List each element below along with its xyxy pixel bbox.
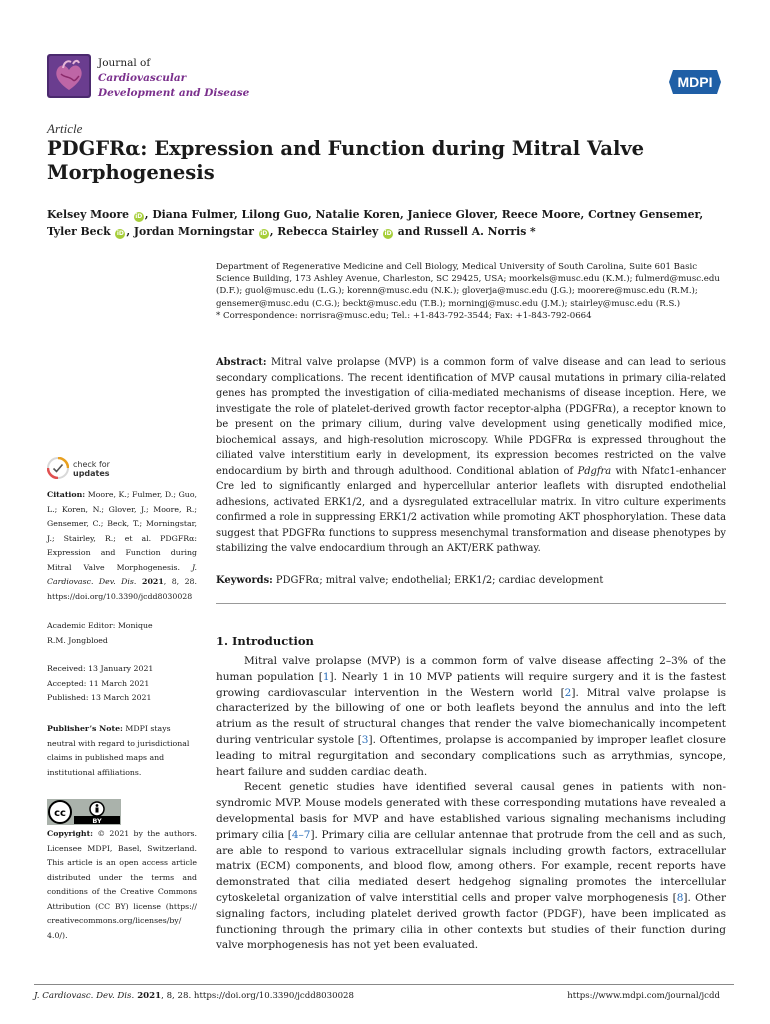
orcid-icon[interactable]: iD [116, 230, 124, 237]
intro-text: Recent genetic studies have identified several causal genes in patients with non-syndromic MVP. Mouse models generated with these corresponding mutations have revealed a developmental basis for MVP and have established various signaling mechanisms including primary cilia [ [216, 781, 726, 841]
section-heading-introduction: 1. Introduction [216, 634, 314, 648]
author-separator: , [580, 208, 589, 221]
citation-journal: J. Cardiovasc. Dev. Dis. [47, 562, 197, 586]
journal-header [47, 52, 723, 108]
journal-name-line2: Cardiovascular [98, 72, 187, 84]
article-type: Article [47, 121, 83, 136]
section-divider [216, 603, 726, 604]
author-name: Natalie Koren [315, 208, 400, 221]
copyright-block [47, 827, 197, 943]
mdpi-logo-icon [667, 68, 723, 96]
publishers-note [47, 722, 197, 780]
abstract-label: Abstract: [216, 357, 267, 368]
intro-paragraph-1 [216, 654, 726, 780]
citation-year: 2021 [136, 577, 164, 586]
keywords-text: PDGFRα; mitral valve; endothelial; ERK1/2; cardiac development [272, 575, 604, 586]
footer-journal: J. Cardiovasc. Dev. Dis. [34, 991, 135, 1001]
editor-name: R.M. Jongbloed [47, 635, 108, 645]
editor-label: Academic Editor: Monique [47, 621, 153, 630]
author-separator: , [699, 208, 704, 221]
reference-link[interactable]: 1 [322, 670, 330, 683]
intro-text: ]. Mitral valve prolapse is characterized by the billowing of one or both leaflets beyond the annulus and into the left atrium as the result of structural changes that render the valve biomechanically incompetent during ventricular systole [ [216, 686, 726, 746]
journal-name [98, 56, 249, 101]
citation-doi[interactable]: https://doi.org/10.3390/jcdd8030028 [47, 591, 193, 601]
affiliation-block [216, 261, 726, 322]
cc-label: cc [54, 808, 66, 819]
orcid-icon[interactable]: iD [260, 230, 268, 237]
check-for-updates-badge[interactable] [47, 457, 147, 483]
author-separator: , [307, 208, 316, 221]
affiliation-text: Department of Regenerative Medicine and Cell Biology, Medical University of South Carolina, Suite 601 Basic Science Building, 173 Ashley Avenue, Charleston, SC 29425, USA; moorkels@musc.edu (K.M.); fulmerd@musc.edu (D.F.); guol@musc.edu (L.G.); korenn@musc.edu (N.K.); gloverja@musc.edu (J.G.); moorere@musc.edu (R.M.); gensemer@musc.edu (C.G.); beckt@musc.edu (T.B.); morningj@musc.edu (J.M.); stairley@musc.edu (R.S.) [216, 262, 720, 309]
reference-link[interactable]: 4–7 [291, 828, 311, 841]
intro-text: ]. Nearly 1 in 10 MVP patients will require surgery and it is the fastest growing cardiovascular intervention in the Western world [ [216, 670, 726, 699]
intro-text: ]. Oftentimes, prolapse is accompanied by improper leaflet closure leading to mitral regurgitation and secondary complications such as arrythmias, syncope, heart failure and sudden cardiac death. [216, 733, 727, 778]
publishers-note-text: MDPI stays neutral with regard to jurisdictional claims in published maps and institutional affiliations. [47, 724, 190, 777]
citation-text: Moore, K.; Fulmer, D.; Guo, L.; Koren, N.; Glover, J.; Moore, R.; Gensemer, C.; Beck, T.; Morningstar, J.; Stairley, R.; et al. PDGFRα: Expression and Function during Mitral Valve Morphogenesis. [47, 490, 197, 572]
intro-text: Mitral valve prolapse (MVP) is a common form of valve disease affecting 2–3% of the human population [ [216, 655, 726, 683]
accepted-date: Accepted: 11 March 2021 [47, 678, 150, 688]
intro-text: ]. Other signaling factors, including platelet derived growth factor (PDGF), have been implicated as functioning through the primary cilia in other contexts but studies of their function during valve morphogenesis has not yet been evaluated. [216, 891, 726, 952]
footer-divider [34, 984, 734, 985]
citation-label: Citation: [47, 490, 86, 499]
author-name: Reece Moore [501, 208, 581, 221]
author-separator: , [126, 225, 134, 238]
abstract-text-1: Mitral valve prolapse (MVP) is a common form of valve disease and can lead to serious secondary complications. The recent identification of MVP causal mutations in primary cilia-related genes has prompted the investigation of cilia-mediated mechanisms of disease inception. Here, we investigate the role of platelet-derived growth factor receptor-alpha (PDGFRα), a receptor known to be present on the primary cilium, during valve development using genetically modified mice, biochemical assays, and high-resolution microscopy. While PDGFRα is expressed throughout the ciliated valve interstitium early in development, its expression becomes restricted on the valve endocardium by birth and through adulthood. Conditional ablation of [216, 357, 726, 477]
author-separator: , [494, 208, 502, 221]
published-date: Published: 13 March 2021 [47, 693, 152, 702]
author-list [47, 206, 727, 240]
reference-link[interactable]: 8 [676, 891, 684, 904]
article-title: PDGFRα: Expression and Function during Mitral Valve Morphogenesis [47, 137, 645, 184]
footer-journal-url[interactable]: https://www.mdpi.com/journal/jcdd [567, 991, 720, 1001]
intro-paragraph-2 [216, 780, 726, 954]
check-updates-line2: updates [73, 469, 110, 478]
author-name: Cortney Gensemer [588, 208, 700, 221]
author-name: Jordan Morningstar [133, 225, 254, 238]
author-separator: and [394, 225, 424, 238]
orcid-icon[interactable]: iD [135, 213, 143, 220]
journal-name-line1: Journal of [98, 57, 151, 69]
abstract-gene-name: Pdgfra [577, 465, 612, 477]
check-updates-icon [47, 457, 69, 479]
abstract [216, 355, 726, 557]
citation-volume: , 8, 28. [163, 577, 197, 586]
author-separator: , [269, 225, 278, 238]
correspondence-text: * Correspondence: norrisra@musc.edu; Tel.: +1-843-792-3544; Fax: +1-843-792-0664 [216, 310, 592, 321]
author-name: Russell A. Norris * [423, 225, 536, 238]
author-name: Diana Fulmer [152, 208, 235, 221]
intro-text: ]. Primary cilia are cellular antennae that protrude from the cell and as such, are able to respond to various extracellular signals including growth factors, extracellular matrix (ECM) components, and blood flow, among others. For example, recent reports have demonstrated that cilia mediated desert hedgehog signaling promotes the intercellular cytoskeletal organization of valve interstitial cells and proper valve morphogenesis [ [216, 828, 726, 904]
abstract-text-2: with Nfatc1-enhancer Cre led to significantly enlarged and hypercellular anterior leaflets with disrupted endothelial adhesions, activated ERK1/2, and a dysregulated extracellular matrix. In vitro culture experiments confirmed a role in suppressing ERK1/2 activation while promoting AKT phosphorylation. These data suggest that PDGFRα functions to suppress mesenchymal transformation and disease phenotypes by stabilizing the valve endocardium through an AKT/ERK pathway. [216, 465, 726, 554]
author-name: Tyler Beck [47, 225, 111, 238]
author-name: Lilong Guo [241, 208, 308, 221]
reference-link[interactable]: 3 [361, 733, 369, 746]
introduction-body [216, 654, 726, 954]
author-name: Kelsey Moore [47, 208, 130, 221]
footer-citation [34, 991, 354, 1001]
copyright-label: Copyright: [47, 829, 94, 838]
reference-link[interactable]: 2 [564, 686, 572, 699]
author-separator: , [399, 208, 408, 221]
academic-editor [47, 619, 197, 648]
received-date: Received: 13 January 2021 [47, 664, 154, 673]
keywords-label: Keywords: [216, 575, 273, 586]
mdpi-logo-text: MDPI [677, 74, 713, 90]
author-separator: , [144, 208, 153, 221]
publication-dates [47, 662, 197, 706]
heart-logo-icon [47, 54, 91, 98]
copyright-text: © 2021 by the authors. Licensee MDPI, Basel, Switzerland. This article is an open access article distributed under the terms and conditions of the Creative Commons Attribution (CC BY) license (https:// creativecommons.org/licenses/by/ 4.0/). [47, 829, 197, 940]
orcid-icon[interactable]: iD [384, 230, 392, 237]
publishers-note-label: Publisher’s Note: [47, 724, 123, 733]
keywords [216, 574, 726, 588]
citation-block [47, 488, 197, 604]
check-updates-text [73, 460, 110, 478]
check-updates-line1: check for [73, 460, 110, 469]
author-name: Janiece Glover [407, 208, 495, 221]
author-separator: , [234, 208, 242, 221]
journal-name-line3: Development and Disease [98, 87, 250, 99]
author-name: Rebecca Stairley [277, 225, 379, 238]
footer-year: 2021 [134, 991, 162, 1001]
cc-by-license-icon[interactable] [47, 799, 121, 825]
footer-doi[interactable]: , 8, 28. https://doi.org/10.3390/jcdd8030028 [161, 991, 354, 1001]
cc-by-label: BY [92, 817, 102, 825]
